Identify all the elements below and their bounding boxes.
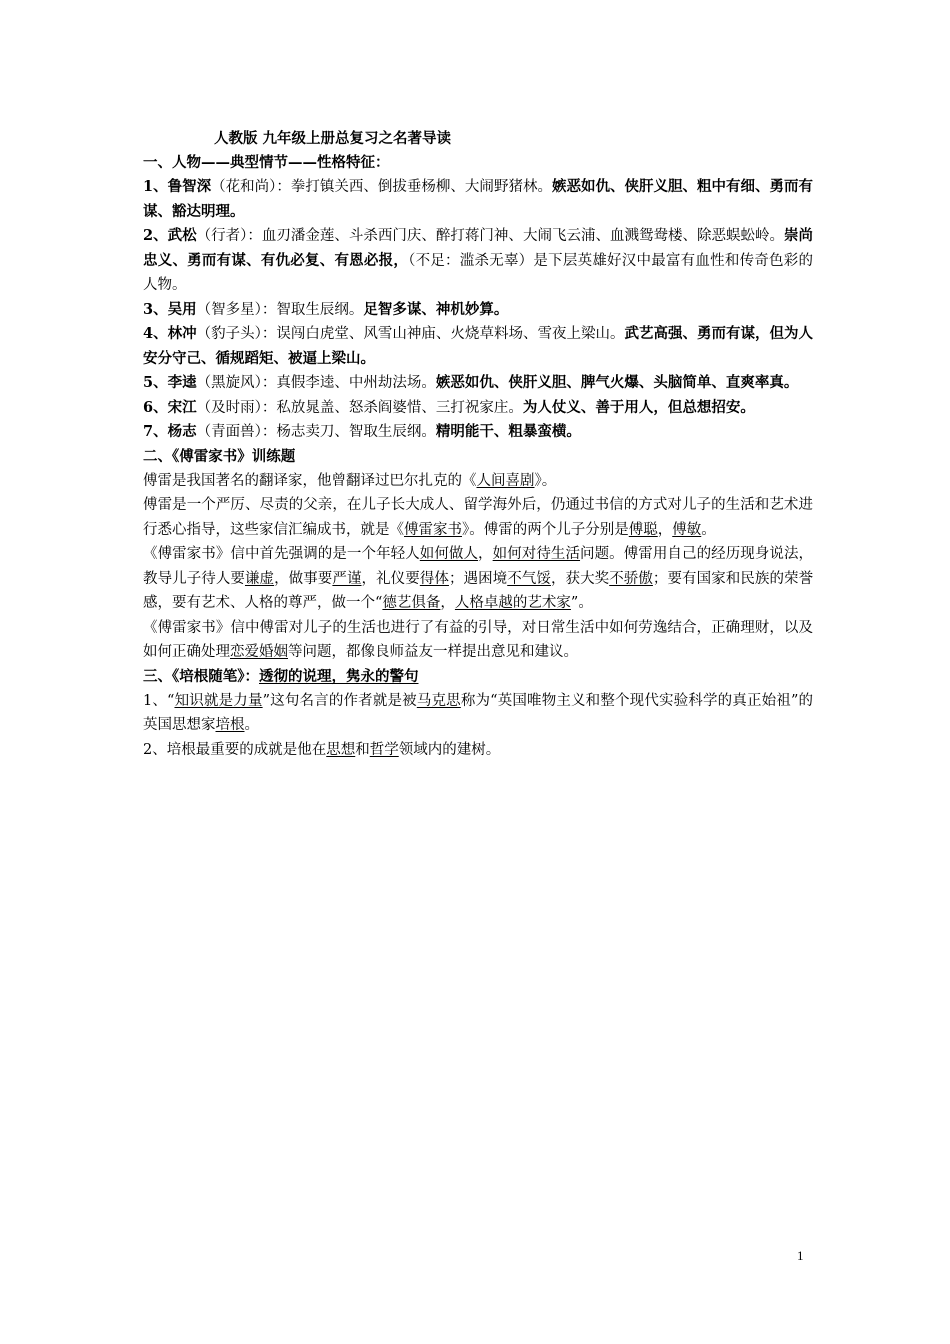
answer-underlined: 如何做人 <box>419 546 479 562</box>
answer-underlined: 马克思 <box>416 692 461 709</box>
answer-underlined: 恋爱婚姻 <box>230 644 288 660</box>
text-run: ， <box>440 595 455 611</box>
answer-underlined: 培根 <box>215 717 245 733</box>
answer-underlined: 如何对待生活 <box>492 546 581 562</box>
text-run: 领域内的建树。 <box>398 741 501 758</box>
fu-lei-paragraph-3 <box>143 542 813 616</box>
text-run: 2、培根最重要的成就是他在 <box>143 741 327 758</box>
character-item-wu-song <box>143 224 813 298</box>
text-run: 三、《培根随笔》 <box>143 667 245 685</box>
text-run: 和 <box>355 741 370 758</box>
page-number: 1 <box>797 1248 804 1263</box>
character-alias: （智多星） <box>196 301 262 318</box>
character-name: 3、吴用 <box>143 300 197 318</box>
character-plot: ：杨志卖刀、智取生辰纲。 <box>261 424 436 440</box>
text-run: ，获大奖 <box>550 570 610 587</box>
character-name: 6、宋江 <box>143 398 197 416</box>
character-extra: （不足：滥杀无辜）是下层英雄好汉中最富有血性和传奇色彩的人物。 <box>143 252 814 293</box>
text-run: 1、“ <box>143 692 175 709</box>
character-item-lu-zhishen <box>143 175 813 224</box>
character-plot: ：智取生辰纲。 <box>261 301 364 318</box>
character-name: 7、杨志 <box>143 423 197 440</box>
answer-underlined: 人格卓越的艺术家 <box>454 595 571 611</box>
character-item-li-kui <box>143 371 813 396</box>
answer-underlined: 得体 <box>419 570 449 587</box>
document-content <box>143 127 813 762</box>
heading-underlined: 透彻的说理，隽永的警句 <box>259 667 419 685</box>
fu-lei-paragraph-1 <box>143 469 813 494</box>
text-run: ， <box>657 521 673 538</box>
answer-underlined: 谦虚 <box>244 570 275 587</box>
fu-lei-paragraph-2 <box>143 493 813 542</box>
character-alias: （及时雨） <box>196 399 262 416</box>
character-alias: （豹子头） <box>196 326 262 342</box>
answer-underlined: 不骄傲 <box>609 570 653 587</box>
answer-underlined: 知识就是力量 <box>174 692 263 709</box>
character-traits: 嫉恶如仇、侠肝义胆、粗中有细、勇而有谋、豁达明理。 <box>143 178 814 220</box>
text-run: ， <box>478 546 493 562</box>
character-plot: ：私放晁盖、怒杀阎婆惜、三打祝家庄。 <box>261 399 523 416</box>
text-run: 》。傅雷的两个儿子分别是 <box>462 521 629 538</box>
character-name: 4、林冲 <box>143 325 197 342</box>
character-traits: 武艺高强、勇而有谋，但为人安分守己、循规蹈矩、被逼上梁山。 <box>143 325 814 367</box>
text-run: 。 <box>244 717 259 733</box>
section-heading-bacon <box>143 665 813 689</box>
character-item-yang-zhi <box>143 420 813 445</box>
character-alias: （行者） <box>196 228 248 244</box>
text-run: 傅雷是一个严厉、尽责的父亲，在儿子长大成人、留学海外后，仍通过书信的方式对儿子的生活和艺术进行悉心指导，这些家信汇编成书，就是《 <box>143 497 813 538</box>
text-run: ”。 <box>570 595 593 611</box>
text-run: 傅雷是我国著名的翻译家，他曾翻译过巴尔扎克的《 <box>143 472 477 489</box>
bacon-paragraph-1 <box>143 689 813 738</box>
character-traits: 精明能干、粗暴蛮横。 <box>435 423 581 440</box>
answer-underlined: 傅敏 <box>672 521 702 538</box>
answer-underlined: 傅聪 <box>628 521 658 538</box>
section-heading-characters: 一、人物——典型情节——性格特征： <box>143 154 390 171</box>
text-run: ；遇困境 <box>448 570 508 587</box>
character-item-song-jiang <box>143 396 813 421</box>
text-run: 《傅雷家书》信中傅雷对儿子的生活也进行了有益的引导，对日常生活中如何劳逸结合，正确理财，以及如何正确处理 <box>143 619 813 660</box>
character-plot: ：拳打镇关西、倒拔垂杨柳、大闹野猪林。 <box>276 179 552 195</box>
character-plot: ：误闯白虎堂、风雪山神庙、火烧草料场、雪夜上梁山。 <box>261 326 625 342</box>
character-item-wu-yong <box>143 298 813 323</box>
answer-underlined: 哲学 <box>369 741 399 758</box>
character-plot: ：血刃潘金莲、斗杀西门庆、醉打蒋门神、大闹飞云浦、血溅鸳鸯楼、除恶蜈蚣岭。 <box>247 228 784 244</box>
section-heading-fu-lei: 二、《傅雷家书》训练题 <box>143 447 296 465</box>
answer-underlined: 严谨 <box>332 570 362 587</box>
text-run: 等问题，都像良师益友一样提出意见和建议。 <box>288 644 578 660</box>
text-run: ，做事要 <box>274 570 333 587</box>
character-traits: 为人仗义、善于用人，但总想招安。 <box>522 398 755 416</box>
text-run: 《傅雷家书》信中首先强调的是一个年轻人 <box>143 546 420 562</box>
character-traits: 崇尚忠义、勇而有谋、有仇必复、有恩必报， <box>143 227 814 269</box>
character-item-lin-chong <box>143 322 813 371</box>
answer-underlined: 德艺俱备 <box>382 595 441 611</box>
character-name: 1、鲁智深 <box>143 178 212 195</box>
bacon-paragraph-2 <box>143 738 813 763</box>
character-name: 2、武松 <box>143 227 197 244</box>
text-run: ： <box>244 667 259 685</box>
text-run: 问题。傅雷用自己的经历现身说法，教导儿子待人要 <box>143 546 814 587</box>
answer-underlined: 不气馁 <box>507 570 551 587</box>
answer-underlined: 人间喜剧 <box>476 472 535 489</box>
text-run: ；要有国家和民族的荣誉感，要有艺术、人格的尊严，做一个“ <box>143 570 814 611</box>
answer-underlined: 傅雷家书 <box>404 521 462 538</box>
text-run: ，礼仪要 <box>361 570 420 587</box>
character-traits: 嫉恶如仇、侠肝义胆、脾气火爆、头脑简单、直爽率真。 <box>435 374 799 391</box>
character-alias: （黑旋风） <box>196 375 262 391</box>
answer-underlined: 思想 <box>326 741 356 758</box>
text-run: 称为“英国唯物主义和整个现代实验科学的真正始祖”的英国思想家 <box>143 692 814 733</box>
character-plot: ：真假李逵、中州劫法场。 <box>261 375 436 391</box>
text-run: 》。 <box>534 472 557 489</box>
character-alias: （花和尚） <box>211 179 277 195</box>
document-title: 人教版 九年级上册总复习之名著导读 <box>214 130 452 147</box>
character-traits: 足智多谋、神机妙算。 <box>363 300 509 318</box>
character-alias: （青面兽） <box>196 424 262 440</box>
text-run: ”这句名言的作者就是被 <box>262 692 417 709</box>
fu-lei-paragraph-4 <box>143 616 813 665</box>
text-run: 。 <box>701 521 716 538</box>
character-name: 5、李逵 <box>143 374 197 391</box>
